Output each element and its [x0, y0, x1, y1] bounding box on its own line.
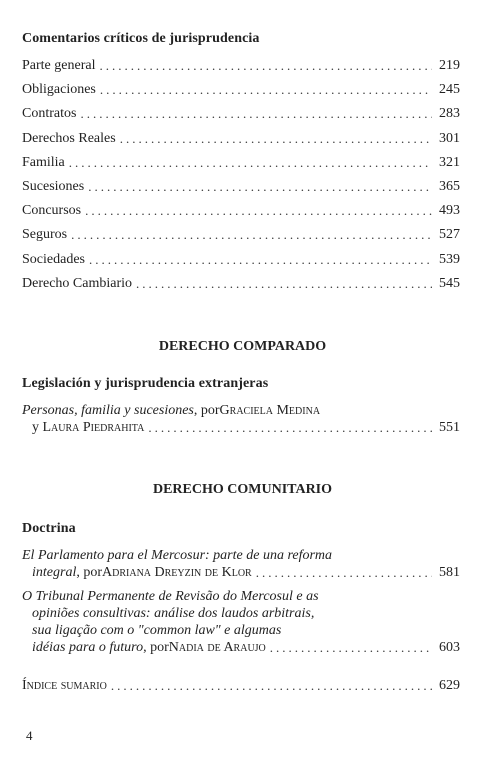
entry-author: Nadia de Araujo — [168, 640, 266, 655]
dot-leader — [148, 419, 432, 436]
page-number: 4 — [26, 728, 33, 743]
dot-leader — [80, 106, 432, 122]
dot-leader — [270, 639, 432, 656]
toc-entry-indice — [22, 674, 460, 694]
toc-entry — [22, 248, 460, 268]
toc-entry — [22, 102, 460, 122]
toc-entry — [22, 151, 460, 171]
toc-entry — [22, 78, 460, 98]
dot-leader — [100, 82, 432, 98]
toc-entry — [22, 175, 460, 195]
entry-label: Parte general — [22, 58, 96, 73]
entry-page: 321 — [439, 154, 460, 170]
dot-leader — [88, 179, 432, 195]
toc-entry — [22, 127, 460, 147]
entry-page: 581 — [439, 565, 460, 580]
entry-label: Concursos — [22, 203, 82, 219]
entry-label: Derecho Cambiario — [22, 275, 133, 291]
entry-label: Contratos — [22, 106, 77, 122]
entry-author: Laura Piedrahita — [42, 420, 145, 435]
toc-entry-tribunal: O Tribunal Permanente de Revisão do Mercosul e as opiniões consultivas: análise dos laudos arbitrais, sua ligação com o "common law" e algumas idéias para o futuro , por Nadia de Araujo ..... 603 — [22, 588, 460, 656]
toc-entry-parlamento: El Parlamento para el Mercosur: parte de una reforma integral , por Adriana Dreyzin de Klor ..... 581 — [22, 547, 460, 581]
toc-entry — [22, 272, 460, 292]
entry-author: Adriana Dreyzin de Klor — [102, 565, 252, 580]
dot-leader — [136, 276, 432, 292]
entry-author: Graciela Medina — [219, 403, 321, 418]
entry-page: 551 — [439, 420, 460, 435]
entry-page: 301 — [439, 130, 460, 146]
entry-page: 527 — [439, 227, 460, 243]
dot-leader — [111, 678, 432, 694]
entry-page: 539 — [439, 251, 460, 267]
entry-page: 283 — [439, 106, 460, 122]
entry-label: Familia — [22, 154, 65, 170]
dot-leader — [69, 155, 432, 171]
dot-leader — [85, 203, 432, 219]
entry-label: Seguros — [22, 227, 68, 243]
toc-entry-personas: Personas, familia y sucesiones , por Graciela Medina y Laura Piedrahita ..... 551 — [22, 402, 460, 436]
entry-label: Obligaciones — [22, 82, 96, 98]
toc-entry — [22, 199, 460, 219]
entry-page: 219 — [439, 58, 460, 73]
entry-page: 493 — [439, 203, 460, 219]
section-heading-comentarios: Comentarios críticos de jurisprudencia — [22, 31, 260, 46]
entry-label: Índice sumario — [22, 678, 107, 693]
entry-page: 603 — [439, 640, 460, 655]
dot-leader — [71, 227, 432, 243]
entry-page: 629 — [439, 678, 460, 693]
dot-leader — [120, 131, 432, 147]
section-title-derecho-comparado: DERECHO COMPARADO — [158, 339, 327, 354]
entry-page: 365 — [439, 179, 460, 194]
entry-title: Personas, familia y sucesiones — [22, 403, 194, 418]
entry-label: Sociedades — [22, 251, 85, 267]
dot-leader — [256, 564, 432, 581]
toc-entry — [22, 223, 460, 243]
section-title-derecho-comunitario: DERECHO COMUNITARIO — [152, 482, 333, 497]
subheading-doctrina: Doctrina — [22, 521, 76, 536]
dot-leader — [89, 252, 432, 268]
toc-entry — [22, 54, 460, 74]
entry-label: Sucesiones — [22, 179, 85, 194]
dot-leader — [99, 58, 432, 74]
subheading-legislacion: Legislación y jurisprudencia extranjeras — [22, 376, 269, 391]
entry-page: 545 — [439, 275, 460, 291]
entry-page: 245 — [439, 82, 460, 98]
entry-label: Derechos Reales — [22, 130, 116, 146]
